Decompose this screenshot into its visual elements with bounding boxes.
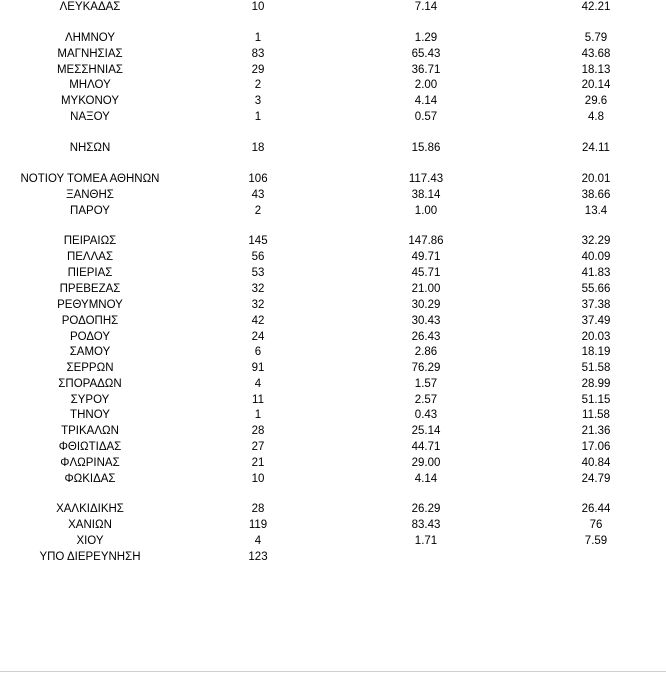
count-cell: 1 bbox=[254, 111, 262, 123]
table-row bbox=[0, 234, 666, 249]
count-cell: 43 bbox=[251, 189, 265, 201]
count-cell: 29 bbox=[251, 64, 265, 76]
average-cell: 2.00 bbox=[414, 79, 438, 91]
rate-cell: 51.15 bbox=[581, 394, 611, 406]
count-cell: 53 bbox=[251, 267, 265, 279]
rate-cell: 20.14 bbox=[581, 79, 611, 91]
region-name-cell: ΜΕΣΣΗΝΙΑΣ bbox=[56, 64, 124, 76]
average-cell: 26.43 bbox=[411, 331, 441, 343]
count-cell: 21 bbox=[251, 457, 265, 469]
average-cell: 147.86 bbox=[408, 235, 444, 247]
region-name-cell: ΜΥΚΟΝΟΥ bbox=[60, 95, 120, 107]
table-row bbox=[0, 63, 666, 78]
rate-cell: 20.03 bbox=[581, 331, 611, 343]
table-row bbox=[0, 377, 666, 392]
region-name-cell: ΥΠΟ ΔΙΕΡΕΥΝΗΣΗ bbox=[39, 551, 141, 563]
count-cell: 28 bbox=[251, 503, 265, 515]
average-cell: 44.71 bbox=[411, 441, 441, 453]
rate-cell: 13.4 bbox=[584, 205, 608, 217]
average-cell: 65.43 bbox=[411, 48, 441, 60]
region-name-cell: ΧΙΟΥ bbox=[76, 535, 104, 547]
table-row bbox=[0, 314, 666, 329]
rate-cell: 42.21 bbox=[581, 1, 611, 13]
rate-cell: 28.99 bbox=[581, 378, 611, 390]
table-row bbox=[0, 534, 666, 549]
region-name-cell: ΡΟΔΟΠΗΣ bbox=[61, 315, 119, 327]
average-cell: 36.71 bbox=[411, 64, 441, 76]
region-name-cell: ΦΩΚΙΔΑΣ bbox=[64, 473, 116, 485]
average-cell: 0.57 bbox=[414, 111, 438, 123]
count-cell: 32 bbox=[251, 283, 265, 295]
average-cell: 2.57 bbox=[414, 394, 438, 406]
rate-cell: 21.36 bbox=[581, 425, 611, 437]
rate-cell: 40.09 bbox=[581, 251, 611, 263]
rate-cell: 17.06 bbox=[581, 441, 611, 453]
table-row bbox=[0, 330, 666, 345]
rate-cell: 40.84 bbox=[581, 457, 611, 469]
average-cell: 26.29 bbox=[411, 503, 441, 515]
region-name-cell: ΝΟΤΙΟΥ ΤΟΜΕΑ ΑΘΗΝΩΝ bbox=[20, 173, 160, 185]
count-cell: 1 bbox=[254, 32, 262, 44]
region-name-cell: ΣΠΟΡΑΔΩΝ bbox=[58, 378, 122, 390]
table-row bbox=[0, 266, 666, 281]
region-name-cell: ΧΑΝΙΩΝ bbox=[68, 519, 112, 531]
count-cell: 91 bbox=[251, 362, 265, 374]
region-name-cell: ΡΕΘΥΜΝΟΥ bbox=[57, 299, 123, 311]
average-cell: 30.29 bbox=[411, 299, 441, 311]
rate-cell: 24.11 bbox=[582, 142, 610, 154]
region-name-cell: ΠΙΕΡΙΑΣ bbox=[67, 267, 113, 279]
average-cell: 2.86 bbox=[414, 346, 438, 358]
rate-cell: 26.44 bbox=[581, 503, 611, 515]
average-cell: 29.00 bbox=[411, 457, 441, 469]
rate-cell: 20.01 bbox=[581, 173, 611, 185]
table-row bbox=[0, 456, 666, 471]
table-row bbox=[0, 31, 666, 46]
table-row bbox=[0, 502, 666, 517]
region-name-cell: ΠΕΙΡΑΙΩΣ bbox=[63, 235, 117, 247]
table-row bbox=[0, 408, 666, 423]
rate-cell: 5.79 bbox=[584, 32, 608, 44]
count-cell: 3 bbox=[254, 95, 262, 107]
region-name-cell: ΡΟΔΟΥ bbox=[69, 331, 111, 343]
table-row bbox=[0, 250, 666, 265]
average-cell: 38.14 bbox=[411, 189, 441, 201]
table-row bbox=[0, 472, 666, 487]
region-name-cell: ΣΑΜΟΥ bbox=[69, 346, 111, 358]
average-cell: 1.29 bbox=[414, 32, 438, 44]
region-name-cell: ΧΑΛΚΙΔΙΚΗΣ bbox=[56, 503, 124, 515]
average-cell: 49.71 bbox=[411, 251, 441, 263]
table-row bbox=[0, 47, 666, 62]
region-name-cell: ΤΗΝΟΥ bbox=[70, 409, 110, 421]
rate-cell: 37.38 bbox=[581, 299, 611, 311]
region-name-cell: ΦΘΙΩΤΙΔΑΣ bbox=[58, 441, 122, 453]
average-cell: 7.14 bbox=[414, 1, 438, 13]
table-row bbox=[0, 361, 666, 376]
table-row bbox=[0, 282, 666, 297]
average-cell: 30.43 bbox=[411, 315, 441, 327]
rate-cell: 51.58 bbox=[581, 362, 611, 374]
region-name-cell: ΦΛΩΡΙΝΑΣ bbox=[60, 457, 120, 469]
average-cell: 25.14 bbox=[411, 425, 441, 437]
count-cell: 11 bbox=[252, 394, 264, 406]
rate-cell: 29.6 bbox=[584, 95, 608, 107]
table-row bbox=[0, 141, 666, 156]
average-cell: 76.29 bbox=[411, 362, 441, 374]
count-cell: 32 bbox=[251, 299, 265, 311]
average-cell: 45.71 bbox=[411, 267, 441, 279]
rate-cell: 38.66 bbox=[581, 189, 611, 201]
rate-cell: 11.58 bbox=[582, 409, 610, 421]
region-name-cell: ΜΑΓΝΗΣΙΑΣ bbox=[57, 48, 123, 60]
table-row bbox=[0, 440, 666, 455]
average-cell: 1.71 bbox=[414, 535, 438, 547]
region-name-cell: ΠΕΛΛΑΣ bbox=[66, 251, 114, 263]
rate-cell: 32.29 bbox=[581, 235, 611, 247]
count-cell: 2 bbox=[254, 79, 262, 91]
count-cell: 119 bbox=[248, 519, 268, 531]
count-cell: 83 bbox=[251, 48, 265, 60]
region-name-cell: ΛΗΜΝΟΥ bbox=[64, 32, 116, 44]
table-row bbox=[0, 204, 666, 219]
count-cell: 4 bbox=[254, 535, 262, 547]
rate-cell: 18.13 bbox=[581, 64, 611, 76]
rate-cell: 41.83 bbox=[581, 267, 611, 279]
average-cell: 21.00 bbox=[411, 283, 441, 295]
rate-cell: 76 bbox=[589, 519, 603, 531]
count-cell: 106 bbox=[248, 173, 268, 185]
table-row bbox=[0, 188, 666, 203]
count-cell: 145 bbox=[248, 235, 268, 247]
average-cell: 15.86 bbox=[411, 142, 441, 154]
region-name-cell: ΜΗΛΟΥ bbox=[69, 79, 111, 91]
average-cell: 1.00 bbox=[414, 205, 438, 217]
table-row bbox=[0, 550, 666, 565]
region-name-cell: ΛΕΥΚΑΔΑΣ bbox=[59, 1, 121, 13]
table-row bbox=[0, 110, 666, 125]
count-cell: 18 bbox=[251, 142, 265, 154]
rate-cell: 18.19 bbox=[581, 346, 611, 358]
count-cell: 2 bbox=[254, 205, 262, 217]
rate-cell: 24.79 bbox=[581, 473, 611, 485]
count-cell: 6 bbox=[254, 346, 262, 358]
table-row bbox=[0, 345, 666, 360]
rate-cell: 43.68 bbox=[581, 48, 611, 60]
region-name-cell: ΝΗΣΩΝ bbox=[69, 142, 111, 154]
region-name-cell: ΝΑΞΟΥ bbox=[70, 111, 110, 123]
rate-cell: 37.49 bbox=[581, 315, 611, 327]
region-name-cell: ΠΑΡΟΥ bbox=[70, 205, 110, 217]
table-row bbox=[0, 424, 666, 439]
page-bottom-divider bbox=[0, 671, 666, 672]
table-row bbox=[0, 518, 666, 533]
table-row bbox=[0, 393, 666, 408]
region-name-cell: ΣΥΡΟΥ bbox=[70, 394, 110, 406]
table-row bbox=[0, 172, 666, 187]
count-cell: 4 bbox=[254, 378, 262, 390]
table-row bbox=[0, 298, 666, 313]
count-cell: 27 bbox=[251, 441, 265, 453]
average-cell: 117.43 bbox=[408, 173, 444, 185]
rate-cell: 55.66 bbox=[581, 283, 611, 295]
count-cell: 56 bbox=[251, 251, 265, 263]
region-name-cell: ΞΑΝΘΗΣ bbox=[66, 189, 114, 201]
rate-cell: 4.8 bbox=[588, 111, 604, 123]
count-cell: 123 bbox=[248, 551, 268, 563]
count-cell: 42 bbox=[251, 315, 265, 327]
table-row bbox=[0, 78, 666, 93]
rate-cell: 7.59 bbox=[584, 535, 608, 547]
count-cell: 24 bbox=[251, 331, 265, 343]
average-cell: 4.14 bbox=[414, 95, 438, 107]
average-cell: 83.43 bbox=[411, 519, 441, 531]
table-row bbox=[0, 0, 666, 15]
table-row bbox=[0, 94, 666, 109]
region-name-cell: ΣΕΡΡΩΝ bbox=[66, 362, 114, 374]
average-cell: 1.57 bbox=[414, 378, 438, 390]
count-cell: 1 bbox=[254, 409, 262, 421]
region-name-cell: ΠΡΕΒΕΖΑΣ bbox=[59, 283, 121, 295]
count-cell: 10 bbox=[251, 1, 265, 13]
average-cell: 0.43 bbox=[414, 409, 438, 421]
count-cell: 10 bbox=[251, 473, 265, 485]
count-cell: 28 bbox=[251, 425, 265, 437]
average-cell: 4.14 bbox=[414, 473, 438, 485]
region-name-cell: ΤΡΙΚΑΛΩΝ bbox=[61, 425, 119, 437]
